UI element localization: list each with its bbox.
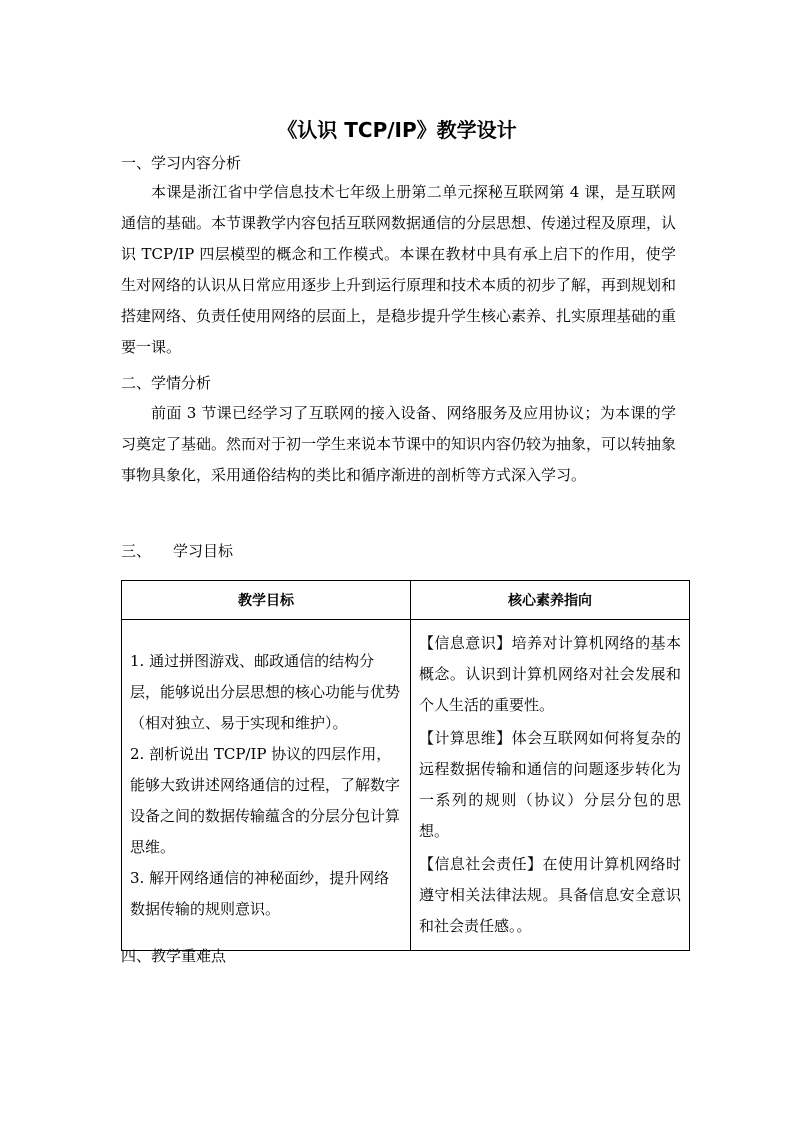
literacy-item: 【信息意识】培养对计算机网络的基本概念。认识到计算机网络对社会发展和个人生活的重要性。 bbox=[419, 634, 681, 714]
section-number: 三、 bbox=[121, 542, 152, 560]
literacy-item: 【计算思维】体会互联网如何将复杂的远程数据传输和通信的问题逐步转化为一系列的规则（协议）分层分包的思想。 bbox=[419, 729, 681, 840]
section-heading-key-difficulties: 四、教学重难点 bbox=[121, 947, 227, 965]
section-heading-learning-objectives bbox=[121, 541, 233, 561]
teaching-goals-cell bbox=[122, 620, 411, 951]
section-heading-student-analysis: 二、学情分析 bbox=[121, 374, 212, 392]
section-title: 学习目标 bbox=[173, 542, 234, 560]
literacy-item: 【信息社会责任】在使用计算机网络时遵守相关法律法规。具备信息安全意识和社会责任感。。 bbox=[419, 855, 681, 935]
content-analysis-paragraph: 本课是浙江省中学信息技术七年级上册第二单元探秘互联网第 4 课，是互联网通信的基础。本节课教学内容包括互联网数据通信的分层思想、传递过程及原理，认识 TCP/IP 四层模型的概念和工作模式。本课在教材中具有承上启下的作用，使学生对网络的认识从日常应用逐步上升到运行原理和技术本质的初步了解，再到规划和搭建网络、负责任使用网络的层面上，是稳步提升学生核心素养、扎实原理基础的重要一课。 bbox=[121, 183, 677, 356]
core-literacy-cell bbox=[411, 620, 690, 951]
objectives-table bbox=[121, 580, 690, 951]
goal-item: 1. 通过拼图游戏、邮政通信的结构分层，能够说出分层思想的核心功能与优势（相对独立、易于实现和维护）。 bbox=[130, 652, 401, 732]
column-header-teaching-goals: 教学目标 bbox=[122, 581, 411, 620]
goal-item: 3. 解开网络通信的神秘面纱，提升网络数据传输的规则意识。 bbox=[130, 869, 390, 918]
goal-item: 2. 剖析说出 TCP/IP 协议的四层作用，能够大致讲述网络通信的过程，了解数字设备之间的数据传输蕴含的分层分包计算思维。 bbox=[130, 745, 401, 856]
column-header-core-literacy: 核心素养指向 bbox=[411, 581, 690, 620]
student-analysis-paragraph: 前面 3 节课已经学习了互联网的接入设备、网络服务及应用协议；为本课的学习奠定了基础。然而对于初一学生来说本节课中的知识内容仍较为抽象，可以转抽象事物具象化，采用通俗结构的类比和循序渐进的剖析等方式深入学习。 bbox=[121, 404, 677, 484]
objectives-table-header-row bbox=[122, 581, 690, 620]
document-title: 《认识 TCP/IP》教学设计 bbox=[277, 118, 517, 142]
objectives-table-row bbox=[122, 620, 690, 951]
section-heading-content-analysis: 一、学习内容分析 bbox=[121, 154, 242, 172]
